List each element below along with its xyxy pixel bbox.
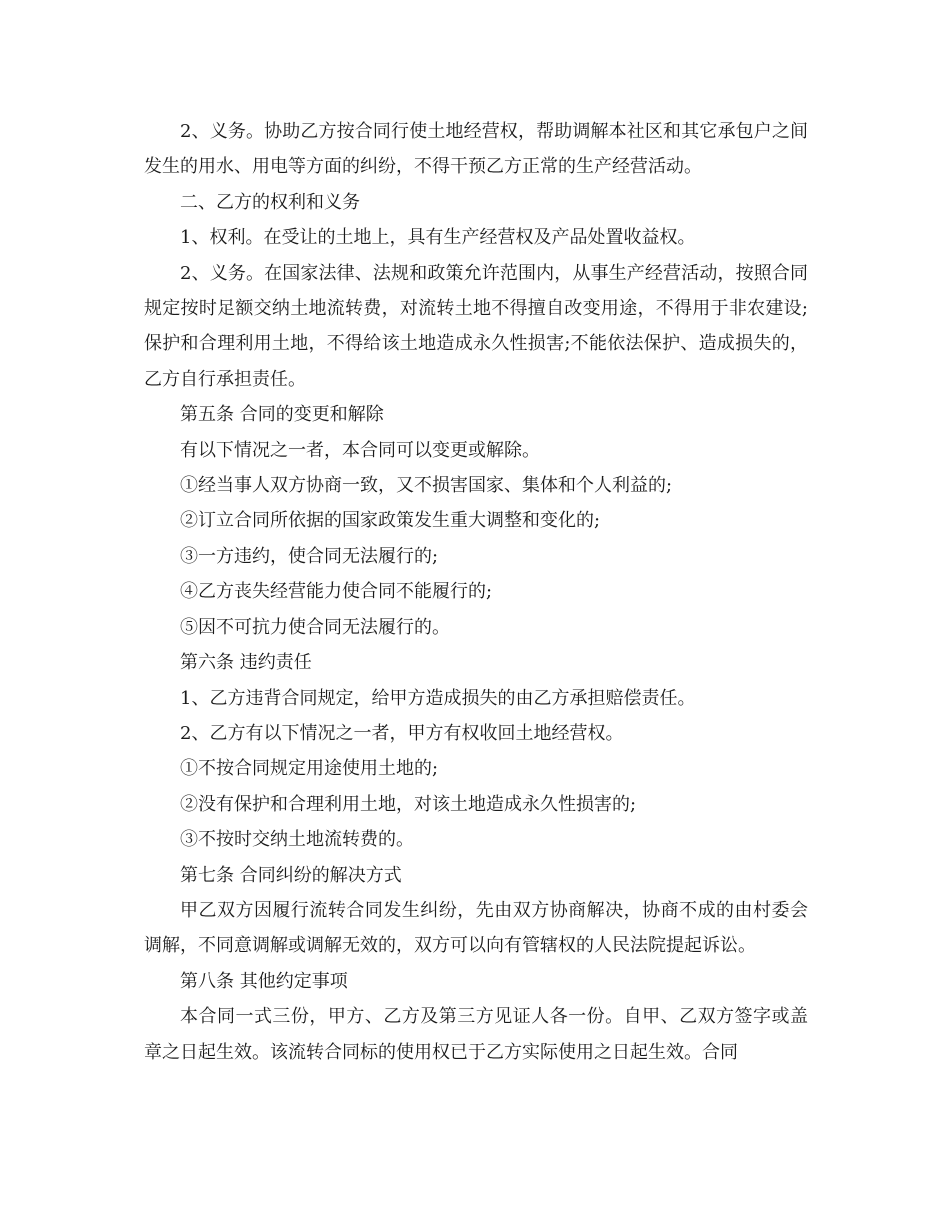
article-heading: 第八条 其他约定事项 bbox=[180, 970, 348, 992]
list-item: ②订立合同所依据的国家政策发生重大调整和变化的; bbox=[180, 510, 601, 532]
paragraph: 1、乙方违背合同规定，给甲方造成损失的由乙方承担赔偿责任。 bbox=[180, 687, 696, 709]
list-item: ④乙方丧失经营能力使合同不能履行的; bbox=[180, 581, 493, 603]
list-item: ②没有保护和合理利用土地，对该土地造成永久性损害的; bbox=[180, 793, 637, 815]
list-item: ⑤因不可抗力使合同无法履行的。 bbox=[180, 616, 450, 638]
paragraph: 2、义务。协助乙方按合同行使土地经营权，帮助调解本社区和其它承包户之间发生的用水、用电等方面的纠纷，不得干预乙方正常的生产经营活动。 bbox=[144, 121, 808, 178]
section-heading: 二、乙方的权利和义务 bbox=[180, 191, 360, 213]
paragraph: 有以下情况之一者，本合同可以变更或解除。 bbox=[180, 439, 540, 461]
list-item: ①经当事人双方协商一致，又不损害国家、集体和个人利益的; bbox=[180, 475, 673, 497]
paragraph: 1、权利。在受让的土地上，具有生产经营权及产品处置收益权。 bbox=[180, 227, 696, 249]
article-heading: 第五条 合同的变更和解除 bbox=[180, 404, 384, 426]
document-body bbox=[144, 114, 808, 1070]
paragraph: 2、乙方有以下情况之一者，甲方有权收回土地经营权。 bbox=[180, 722, 624, 744]
paragraph: 本合同一式三份，甲方、乙方及第三方见证人各一份。自甲、乙双方签字或盖章之日起生效。该流转合同标的使用权已于乙方实际使用之日起生效。合同 bbox=[144, 1006, 808, 1063]
paragraph: 甲乙双方因履行流转合同发生纠纷，先由双方协商解决，协商不成的由村委会调解，不同意调解或调解无效的，双方可以向有管辖权的人民法院提起诉讼。 bbox=[144, 899, 808, 957]
list-item: ③不按时交纳土地流转费的。 bbox=[180, 829, 414, 851]
article-heading: 第七条 合同纠纷的解决方式 bbox=[180, 864, 402, 886]
list-item: ①不按合同规定用途使用土地的; bbox=[180, 758, 439, 780]
paragraph: 2、义务。在国家法律、法规和政策允许范围内，从事生产经营活动，按照合同规定按时足额交纳土地流转费，对流转土地不得擅自改变用途，不得用于非农建设;保护和合理利用土地，不得给该土地造成永久性损害;不能依法保护、造成损失的，乙方自行承担责任。 bbox=[144, 262, 808, 390]
list-item: ③一方违约，使合同无法履行的; bbox=[180, 545, 439, 567]
article-heading: 第六条 违约责任 bbox=[180, 652, 312, 674]
